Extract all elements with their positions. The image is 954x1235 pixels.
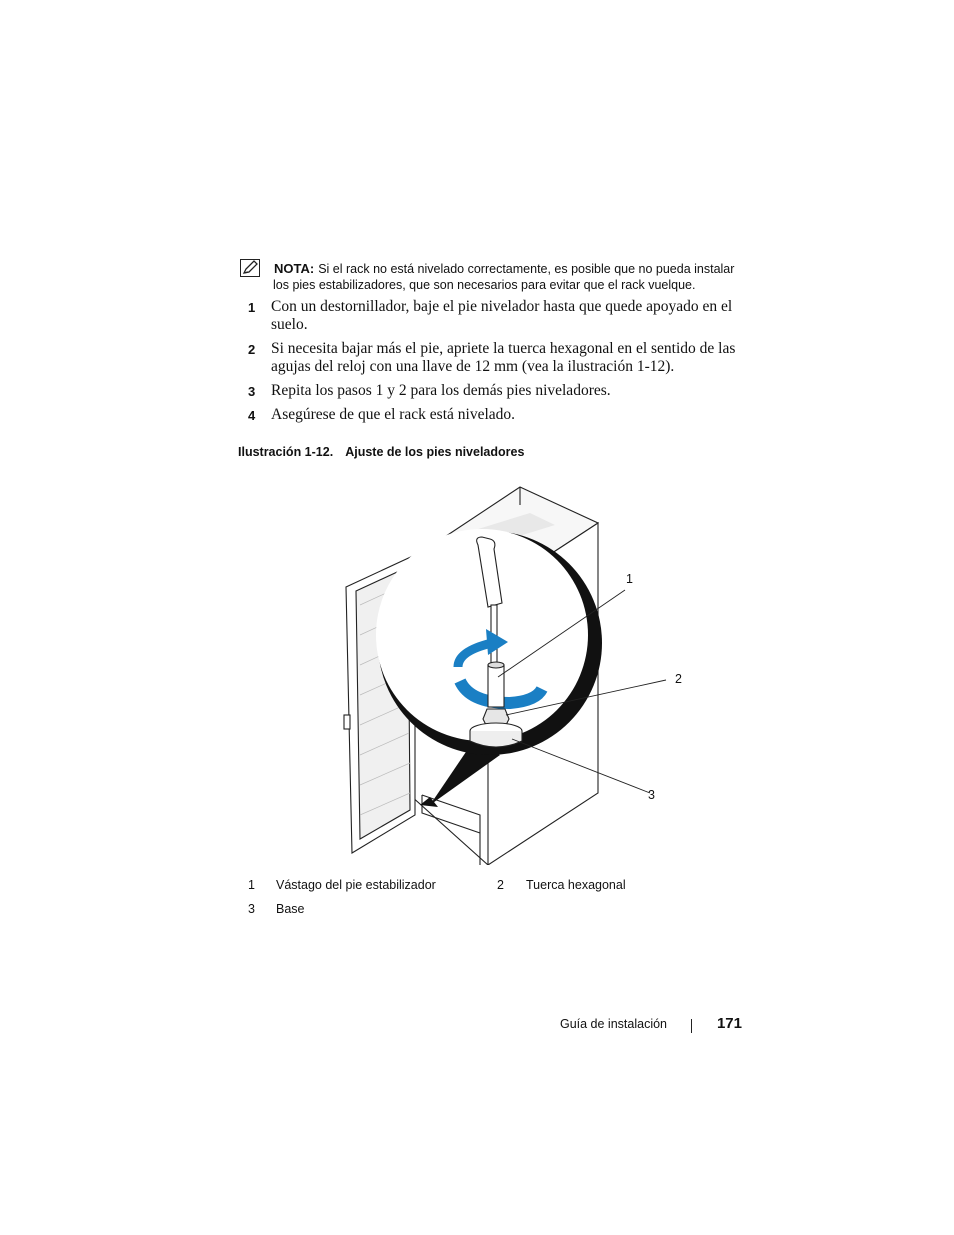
step-number: 1 (248, 300, 256, 315)
step-item (248, 406, 738, 424)
legend-number: 1 (248, 878, 255, 892)
step-number: 4 (248, 408, 256, 423)
step-text: Repita los pasos 1 y 2 para los demás pies niveladores. (271, 382, 611, 399)
callout-2: 2 (675, 672, 682, 686)
footer-separator (691, 1019, 692, 1033)
figure-legend (248, 878, 668, 926)
note-label: NOTA: (274, 261, 315, 276)
note-line-1 (274, 260, 734, 278)
legend-number: 3 (248, 902, 255, 916)
figure-label: Ilustración 1-12. (238, 445, 334, 459)
step-item (248, 298, 738, 334)
legend-row (248, 878, 668, 902)
page-number: 171 (716, 1015, 742, 1032)
step-text: Con un destornillador, baje el pie nivelador hasta que quede apoyado en el suelo. (271, 298, 733, 333)
figure-title: Ajuste de los pies niveladores (345, 445, 525, 459)
note-text-1: Si el rack no está nivelado correctamente, es posible que no pueda instalar (318, 262, 735, 276)
legend-label: Tuerca hexagonal (526, 878, 626, 892)
steps-list (248, 298, 738, 430)
step-text: Si necesita bajar más el pie, apriete la tuerca hexagonal en el sentido de las agujas del reloj con una llave de 12 mm (vea la ilustración 1-12). (271, 340, 736, 375)
note-line-2: los pies estabilizadores, que son necesarios para evitar que el rack vuelque. (273, 278, 696, 292)
step-number: 3 (248, 384, 256, 399)
pencil-note-icon (240, 259, 260, 277)
footer-title: Guía de instalación (559, 1017, 667, 1031)
figure-leveling-feet (330, 475, 690, 865)
step-text: Asegúrese de que el rack está nivelado. (271, 406, 516, 423)
step-item (248, 340, 738, 376)
legend-label: Base (276, 902, 305, 916)
callout-3: 3 (648, 788, 655, 802)
figure-caption (238, 445, 524, 459)
rack-illustration (330, 475, 690, 865)
legend-label: Vástago del pie estabilizador (276, 878, 436, 892)
callout-1: 1 (626, 572, 633, 586)
legend-row (248, 902, 668, 926)
step-number: 2 (248, 342, 256, 357)
page-footer (540, 1015, 742, 1035)
step-item (248, 382, 738, 400)
legend-number: 2 (497, 878, 504, 892)
